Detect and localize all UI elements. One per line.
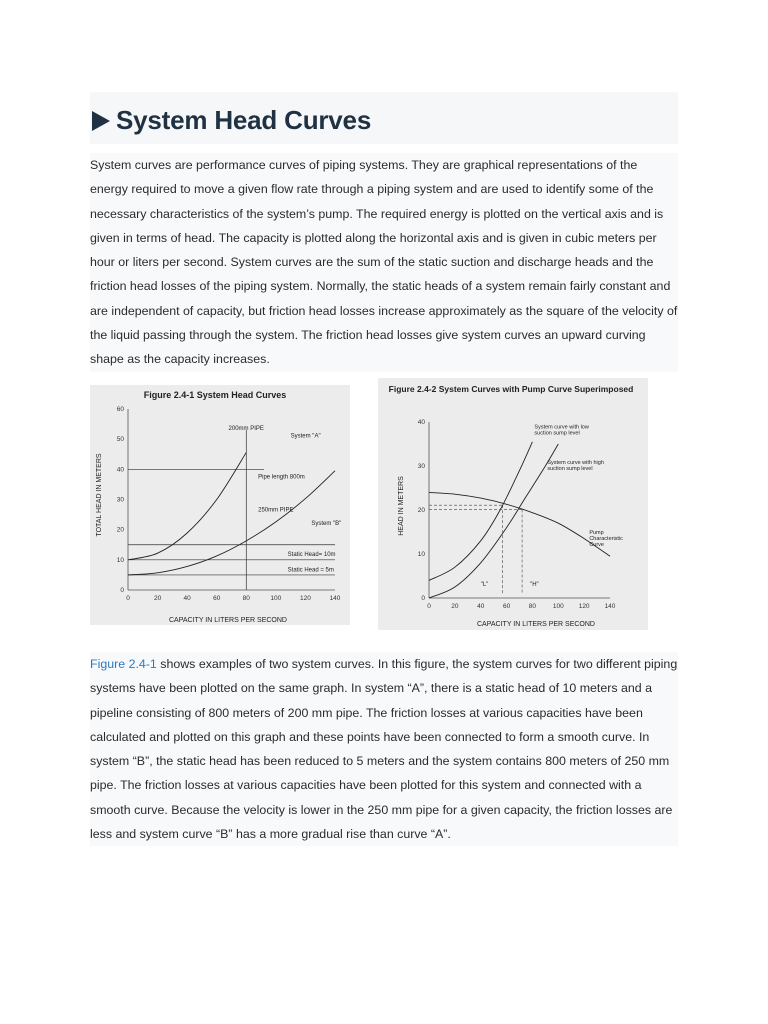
series-line-pump-curve xyxy=(429,492,610,556)
y-tick-label: 50 xyxy=(116,436,124,444)
page-title xyxy=(90,98,678,144)
figure-2-4-1-link[interactable]: Figure 2.4-1 xyxy=(90,657,157,671)
figure-2-4-1 xyxy=(90,385,350,625)
y-tick-label: 20 xyxy=(116,526,124,534)
chart1-title: Figure 2.4-1 System Head Curves xyxy=(143,390,287,400)
x-tick-label: 80 xyxy=(528,603,537,610)
annotation-250mm-pipe: 250mm PIPE xyxy=(258,507,294,514)
page-title-text: System Head Curves xyxy=(116,105,372,135)
y-tick-label: 30 xyxy=(116,496,124,504)
x-tick-label: 120 xyxy=(299,595,311,602)
x-tick-label: 20 xyxy=(153,595,162,602)
series-line-system-a xyxy=(128,452,246,559)
series-line-system-b xyxy=(128,471,335,575)
x-tick-label: 100 xyxy=(270,595,282,602)
series-label-pump-curve: Pump Characteristic Curve xyxy=(589,530,623,549)
x-tick-label: 60 xyxy=(502,603,511,610)
triangle-bullet-icon xyxy=(92,111,110,131)
marker-label-h: "H" xyxy=(530,582,539,588)
y-tick-label: 10 xyxy=(417,551,425,558)
x-tick-label: 60 xyxy=(213,595,221,602)
annotation-static-head-5m: Static Head = 5m xyxy=(287,567,334,574)
intro-paragraph: System curves are performance curves of piping systems. They are graphical representations of the energy required to move a given flow rate through a piping system and are used to identify some of the necessary characteristics of the system’s pump. The required energy is plotted on the vertical axis and is given in terms of head. The capacity is plotted along the horizontal axis and is given in cubic meters per hour or liters per second. System curves are the sum of the static suction and discharge heads and the friction head losses of the piping system. Normally, the static heads of a system remain fairly constant and are independent of capacity, but friction head losses increase approximately as the square of the velocity of the liquid passing through the system. The friction head losses give system curves an upward curving shape as the capacity increases. xyxy=(90,153,678,372)
y-tick-label: 0 xyxy=(120,587,124,594)
x-tick-label: 140 xyxy=(329,595,341,602)
content xyxy=(90,92,678,144)
series-label-system-a: System "A" xyxy=(290,433,321,440)
x-tick-label: 140 xyxy=(604,603,616,610)
chart2-y-axis-label: HEAD IN METERS xyxy=(398,476,405,536)
x-tick-label: 40 xyxy=(477,603,485,610)
annotation-200mm-pipe: 200mm PIPE xyxy=(228,426,264,433)
figure-2-4-2-chart xyxy=(378,378,648,630)
marker-label-l: "L" xyxy=(480,582,489,588)
series-label-system-b: System "B" xyxy=(311,521,342,528)
annotation-static-head-10m: Static Head= 10m xyxy=(287,552,336,559)
annotation-pipe-length: Pipe length 800m xyxy=(258,474,305,481)
x-tick-label: 0 xyxy=(427,603,431,610)
series-label-high-sump: System curve with high suction sump level xyxy=(547,459,604,472)
figure-2-4-2 xyxy=(378,378,648,630)
x-tick-label: 100 xyxy=(552,603,564,610)
chart2-axes xyxy=(418,419,616,610)
y-tick-label: 0 xyxy=(421,595,425,602)
figure-explanation-paragraph xyxy=(90,652,678,846)
title-block xyxy=(90,92,678,144)
y-tick-label: 60 xyxy=(116,406,124,413)
y-tick-label: 10 xyxy=(116,556,124,564)
x-tick-label: 0 xyxy=(126,595,130,602)
y-tick-label: 40 xyxy=(417,419,425,426)
y-tick-label: 30 xyxy=(417,463,425,470)
y-tick-label: 40 xyxy=(116,466,124,474)
series-label-low-sump: System curve with low suction sump level xyxy=(534,424,589,437)
chart2-x-axis-label: CAPACITY IN LITERS PER SECOND xyxy=(477,621,595,628)
figure-2-4-1-chart xyxy=(90,385,350,625)
x-tick-label: 80 xyxy=(242,595,250,602)
chart1-y-axis-label: TOTAL HEAD IN METERS xyxy=(96,453,103,537)
chart1-x-axis-label: CAPACITY IN LITERS PER SECOND xyxy=(169,617,287,624)
x-tick-label: 20 xyxy=(451,603,459,610)
y-tick-label: 20 xyxy=(417,507,425,514)
x-tick-label: 120 xyxy=(578,603,590,610)
chart2-title: Figure 2.4-2 System Curves with Pump Curve Superimposed xyxy=(388,384,634,394)
figure-explanation-text: shows examples of two system curves. In this figure, the system curves for two different piping systems have been plotted on the same graph. In system “A”, there is a static head of 10 meters and a pipeline consisting of 800 meters of 200 mm pipe. The friction losses at various capacities have been calculated and plotted on this graph and these points have been connected to form a smooth curve. In system “B”, the static head has been reduced to 5 meters and the system contains 800 meters of 250 mm pipe. The friction losses at various capacities have been plotted for this system and connected with a smooth curve. Because the velocity is lower in the 250 mm pipe for a given capacity, the friction losses are less and system curve “B” has a more gradual rise than curve “A”. xyxy=(90,657,678,842)
x-tick-label: 40 xyxy=(183,595,191,602)
